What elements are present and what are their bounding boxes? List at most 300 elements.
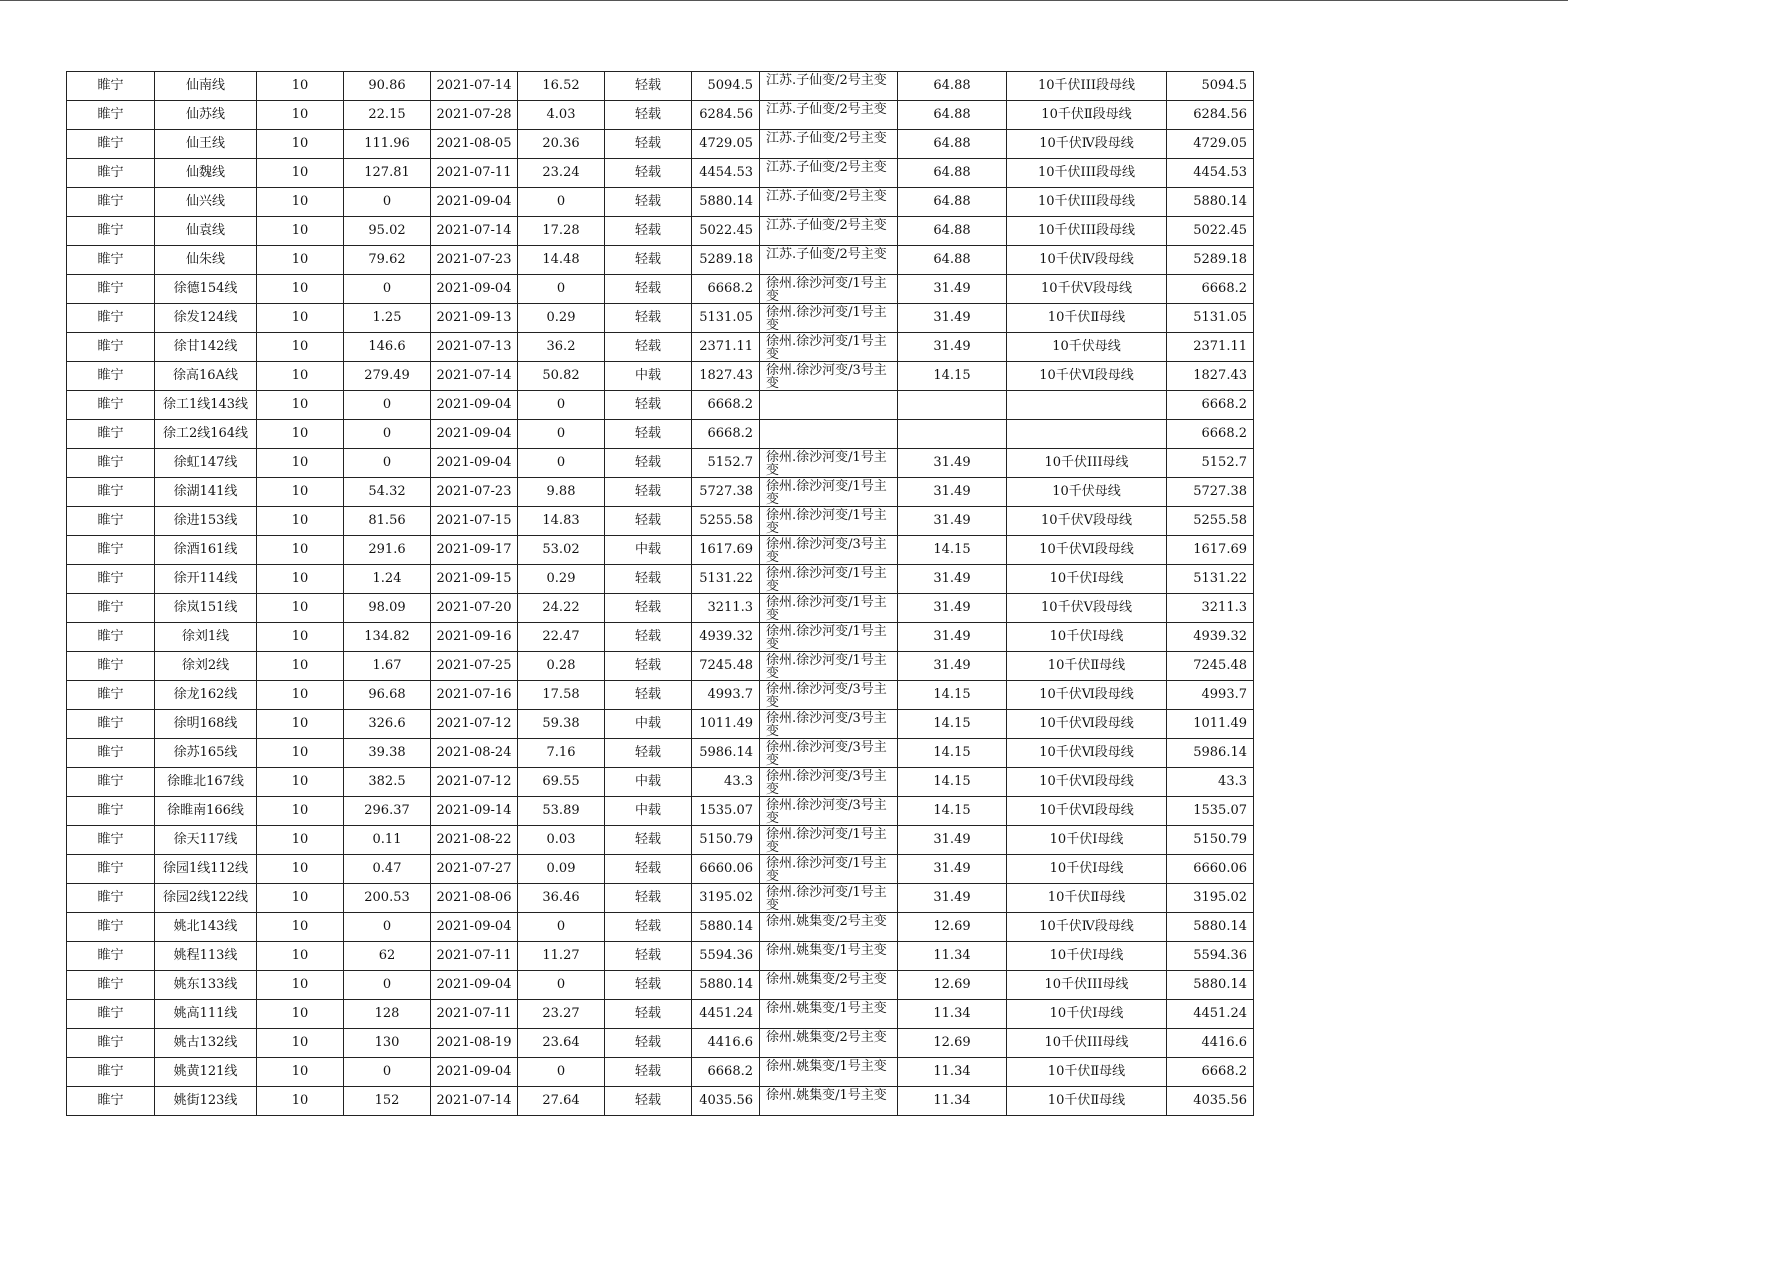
cell-transformer (760, 333, 898, 362)
cell-transformer (760, 681, 898, 710)
cell-voltage: 10 (257, 826, 344, 855)
cell-available-capacity: 3195.02 (692, 884, 760, 913)
cell-available-capacity: 5255.58 (692, 507, 760, 536)
cell-available-capacity: 1827.43 (692, 362, 760, 391)
cell-voltage: 10 (257, 594, 344, 623)
cell-transformer (760, 536, 898, 565)
transformer-text: 徐州.徐沙河变/1号主变 (766, 827, 887, 854)
cell-transformer-rate (898, 420, 1007, 449)
cell-line-name: 姚街123线 (155, 1087, 257, 1116)
cell-available-capacity: 5131.05 (692, 304, 760, 333)
cell-remaining-capacity: 5880.14 (1167, 971, 1254, 1000)
table-row (67, 478, 1254, 507)
cell-load-value: 279.49 (344, 362, 431, 391)
cell-load-value: 326.6 (344, 710, 431, 739)
cell-busbar: 10千伏Ⅱ母线 (1007, 1058, 1167, 1087)
cell-voltage: 10 (257, 652, 344, 681)
cell-load-rate: 0 (518, 188, 605, 217)
cell-line-name: 徐刘2线 (155, 652, 257, 681)
cell-load-value: 134.82 (344, 623, 431, 652)
cell-load-value: 0 (344, 913, 431, 942)
cell-load-rate: 23.27 (518, 1000, 605, 1029)
cell-date: 2021-07-14 (431, 1087, 518, 1116)
transformer-text: 徐州.徐沙河变/1号主变 (766, 305, 887, 332)
cell-busbar: 10千伏Ⅵ段母线 (1007, 739, 1167, 768)
cell-available-capacity: 4035.56 (692, 1087, 760, 1116)
cell-load-value: 95.02 (344, 217, 431, 246)
cell-line-name: 姚东133线 (155, 971, 257, 1000)
cell-date: 2021-07-20 (431, 594, 518, 623)
cell-transformer (760, 652, 898, 681)
cell-transformer (760, 594, 898, 623)
cell-transformer-rate: 31.49 (898, 478, 1007, 507)
cell-available-capacity: 5594.36 (692, 942, 760, 971)
cell-remaining-capacity: 5289.18 (1167, 246, 1254, 275)
cell-line-name: 徐睢南166线 (155, 797, 257, 826)
cell-transformer-rate: 12.69 (898, 1029, 1007, 1058)
cell-line-name: 仙苏线 (155, 101, 257, 130)
cell-line-name: 徐明168线 (155, 710, 257, 739)
cell-busbar: 10千伏Ⅰ母线 (1007, 855, 1167, 884)
cell-area: 睢宁 (67, 710, 155, 739)
cell-busbar: 10千伏Ⅵ段母线 (1007, 362, 1167, 391)
cell-load-rate: 0.03 (518, 826, 605, 855)
cell-transformer (760, 420, 898, 449)
cell-load-status: 轻载 (605, 391, 692, 420)
cell-busbar: 10千伏Ⅱ母线 (1007, 884, 1167, 913)
cell-date: 2021-07-16 (431, 681, 518, 710)
cell-area: 睢宁 (67, 681, 155, 710)
cell-date: 2021-09-17 (431, 536, 518, 565)
cell-area: 睢宁 (67, 768, 155, 797)
cell-transformer (760, 971, 898, 1000)
cell-area: 睢宁 (67, 275, 155, 304)
cell-date: 2021-07-14 (431, 217, 518, 246)
cell-voltage: 10 (257, 913, 344, 942)
cell-area: 睢宁 (67, 739, 155, 768)
cell-voltage: 10 (257, 1087, 344, 1116)
cell-area: 睢宁 (67, 1000, 155, 1029)
cell-transformer-rate: 14.15 (898, 362, 1007, 391)
cell-remaining-capacity: 4939.32 (1167, 623, 1254, 652)
cell-voltage: 10 (257, 188, 344, 217)
cell-transformer (760, 1000, 898, 1029)
cell-available-capacity: 5880.14 (692, 913, 760, 942)
cell-remaining-capacity: 5594.36 (1167, 942, 1254, 971)
cell-load-rate: 0 (518, 1058, 605, 1087)
table-row (67, 855, 1254, 884)
cell-transformer-rate: 14.15 (898, 536, 1007, 565)
transformer-text: 徐州.徐沙河变/3号主变 (766, 363, 887, 390)
table-row (67, 188, 1254, 217)
cell-load-value: 200.53 (344, 884, 431, 913)
cell-area: 睢宁 (67, 826, 155, 855)
cell-transformer (760, 507, 898, 536)
table-row (67, 420, 1254, 449)
cell-busbar (1007, 391, 1167, 420)
cell-transformer (760, 797, 898, 826)
cell-voltage: 10 (257, 420, 344, 449)
cell-remaining-capacity: 1011.49 (1167, 710, 1254, 739)
cell-load-status: 轻载 (605, 130, 692, 159)
cell-area: 睢宁 (67, 1029, 155, 1058)
cell-load-rate: 14.83 (518, 507, 605, 536)
table-row (67, 536, 1254, 565)
cell-date: 2021-09-04 (431, 913, 518, 942)
cell-busbar: 10千伏Ⅵ段母线 (1007, 768, 1167, 797)
cell-line-name: 徐工1线143线 (155, 391, 257, 420)
cell-load-status: 轻载 (605, 101, 692, 130)
cell-voltage: 10 (257, 449, 344, 478)
cell-voltage: 10 (257, 768, 344, 797)
cell-area: 睢宁 (67, 1087, 155, 1116)
cell-remaining-capacity: 3211.3 (1167, 594, 1254, 623)
cell-load-status: 轻载 (605, 913, 692, 942)
cell-load-rate: 0 (518, 391, 605, 420)
cell-load-rate: 17.28 (518, 217, 605, 246)
cell-area: 睢宁 (67, 72, 155, 101)
transformer-text: 徐州.徐沙河变/3号主变 (766, 711, 887, 738)
cell-load-rate: 23.24 (518, 159, 605, 188)
table-row (67, 768, 1254, 797)
cell-remaining-capacity: 5255.58 (1167, 507, 1254, 536)
cell-date: 2021-09-14 (431, 797, 518, 826)
table-row (67, 304, 1254, 333)
cell-transformer (760, 565, 898, 594)
transformer-text: 徐州.徐沙河变/1号主变 (766, 508, 887, 535)
cell-load-status: 轻载 (605, 449, 692, 478)
cell-transformer-rate: 14.15 (898, 739, 1007, 768)
cell-load-status: 轻载 (605, 72, 692, 101)
cell-line-name: 徐园1线112线 (155, 855, 257, 884)
cell-load-rate: 50.82 (518, 362, 605, 391)
cell-transformer (760, 1087, 898, 1116)
cell-transformer-rate: 64.88 (898, 130, 1007, 159)
cell-busbar: 10千伏Ⅱ母线 (1007, 652, 1167, 681)
transformer-text: 徐州.徐沙河变/1号主变 (766, 624, 887, 651)
cell-line-name: 徐进153线 (155, 507, 257, 536)
cell-line-name: 姚高111线 (155, 1000, 257, 1029)
cell-remaining-capacity: 6668.2 (1167, 1058, 1254, 1087)
transformer-text: 江苏.子仙变/2号主变 (766, 102, 887, 117)
table-row (67, 971, 1254, 1000)
transformer-text: 江苏.子仙变/2号主变 (766, 189, 887, 204)
cell-available-capacity: 5880.14 (692, 188, 760, 217)
cell-transformer-rate: 31.49 (898, 275, 1007, 304)
cell-transformer (760, 159, 898, 188)
cell-remaining-capacity: 6668.2 (1167, 275, 1254, 304)
cell-transformer-rate: 31.49 (898, 333, 1007, 362)
cell-transformer (760, 391, 898, 420)
cell-transformer (760, 449, 898, 478)
cell-remaining-capacity: 6668.2 (1167, 420, 1254, 449)
cell-busbar: 10千伏III母线 (1007, 449, 1167, 478)
cell-available-capacity: 5880.14 (692, 971, 760, 1000)
cell-transformer (760, 101, 898, 130)
cell-line-name: 徐甘142线 (155, 333, 257, 362)
cell-load-status: 轻载 (605, 739, 692, 768)
cell-load-status: 轻载 (605, 623, 692, 652)
cell-load-status: 轻载 (605, 217, 692, 246)
cell-load-status: 轻载 (605, 1058, 692, 1087)
transformer-text (766, 391, 897, 419)
cell-load-rate: 69.55 (518, 768, 605, 797)
cell-available-capacity: 5986.14 (692, 739, 760, 768)
cell-transformer-rate: 31.49 (898, 855, 1007, 884)
table-row (67, 1029, 1254, 1058)
cell-load-value: 0 (344, 275, 431, 304)
cell-load-rate: 0.29 (518, 304, 605, 333)
cell-transformer (760, 884, 898, 913)
cell-available-capacity: 7245.48 (692, 652, 760, 681)
cell-line-name: 徐刘1线 (155, 623, 257, 652)
transformer-text: 徐州.姚集变/2号主变 (766, 914, 887, 929)
cell-remaining-capacity: 4454.53 (1167, 159, 1254, 188)
cell-line-name: 徐龙162线 (155, 681, 257, 710)
cell-transformer-rate: 64.88 (898, 72, 1007, 101)
table-row (67, 739, 1254, 768)
cell-busbar: 10千伏Ⅵ段母线 (1007, 797, 1167, 826)
cell-area: 睢宁 (67, 884, 155, 913)
cell-date: 2021-09-04 (431, 449, 518, 478)
cell-line-name: 仙魏线 (155, 159, 257, 188)
cell-transformer-rate: 31.49 (898, 623, 1007, 652)
table-row (67, 246, 1254, 275)
cell-remaining-capacity: 5094.5 (1167, 72, 1254, 101)
cell-load-rate: 17.58 (518, 681, 605, 710)
cell-load-value: 152 (344, 1087, 431, 1116)
cell-transformer-rate: 11.34 (898, 1087, 1007, 1116)
cell-date: 2021-08-24 (431, 739, 518, 768)
cell-load-value: 0 (344, 449, 431, 478)
cell-load-status: 轻载 (605, 942, 692, 971)
cell-load-value: 0 (344, 1058, 431, 1087)
cell-available-capacity: 4416.6 (692, 1029, 760, 1058)
cell-area: 睢宁 (67, 478, 155, 507)
table-row (67, 797, 1254, 826)
cell-date: 2021-09-16 (431, 623, 518, 652)
transformer-text: 徐州.徐沙河变/1号主变 (766, 334, 887, 361)
cell-load-status: 轻载 (605, 507, 692, 536)
cell-transformer-rate: 14.15 (898, 710, 1007, 739)
table-row (67, 826, 1254, 855)
cell-area: 睢宁 (67, 565, 155, 594)
cell-transformer (760, 72, 898, 101)
cell-load-value: 79.62 (344, 246, 431, 275)
transformer-text: 徐州.姚集变/1号主变 (766, 1088, 887, 1103)
cell-transformer (760, 710, 898, 739)
cell-load-rate: 4.03 (518, 101, 605, 130)
cell-line-name: 姚古132线 (155, 1029, 257, 1058)
cell-date: 2021-07-14 (431, 362, 518, 391)
table-row (67, 159, 1254, 188)
cell-voltage: 10 (257, 565, 344, 594)
cell-available-capacity: 3211.3 (692, 594, 760, 623)
cell-load-status: 轻载 (605, 1029, 692, 1058)
cell-transformer-rate: 64.88 (898, 217, 1007, 246)
cell-load-rate: 59.38 (518, 710, 605, 739)
cell-date: 2021-07-12 (431, 710, 518, 739)
cell-load-rate: 22.47 (518, 623, 605, 652)
cell-load-status: 轻载 (605, 333, 692, 362)
cell-remaining-capacity: 4993.7 (1167, 681, 1254, 710)
cell-load-status: 中载 (605, 536, 692, 565)
cell-line-name: 徐睢北167线 (155, 768, 257, 797)
cell-voltage: 10 (257, 884, 344, 913)
cell-transformer (760, 768, 898, 797)
table-row (67, 710, 1254, 739)
cell-transformer-rate: 31.49 (898, 826, 1007, 855)
cell-remaining-capacity: 5131.22 (1167, 565, 1254, 594)
cell-load-value: 0.11 (344, 826, 431, 855)
cell-transformer (760, 1029, 898, 1058)
cell-available-capacity: 4454.53 (692, 159, 760, 188)
cell-load-value: 22.15 (344, 101, 431, 130)
cell-remaining-capacity: 1617.69 (1167, 536, 1254, 565)
cell-line-name: 仙王线 (155, 130, 257, 159)
cell-available-capacity: 1617.69 (692, 536, 760, 565)
cell-load-value: 1.67 (344, 652, 431, 681)
cell-transformer (760, 217, 898, 246)
cell-available-capacity: 5131.22 (692, 565, 760, 594)
cell-date: 2021-07-28 (431, 101, 518, 130)
cell-area: 睢宁 (67, 913, 155, 942)
table-row (67, 1000, 1254, 1029)
transformer-text: 江苏.子仙变/2号主变 (766, 131, 887, 146)
table-row (67, 130, 1254, 159)
table-row (67, 507, 1254, 536)
cell-transformer (760, 623, 898, 652)
transformer-text: 徐州.姚集变/1号主变 (766, 1059, 887, 1074)
cell-line-name: 仙兴线 (155, 188, 257, 217)
table-row (67, 942, 1254, 971)
cell-transformer (760, 275, 898, 304)
cell-busbar: 10千伏Ⅴ段母线 (1007, 275, 1167, 304)
cell-date: 2021-07-23 (431, 246, 518, 275)
page-top-rule (0, 0, 1568, 1)
cell-busbar: 10千伏Ⅰ母线 (1007, 565, 1167, 594)
cell-load-rate: 53.89 (518, 797, 605, 826)
cell-line-name: 徐酒161线 (155, 536, 257, 565)
cell-load-status: 中载 (605, 768, 692, 797)
cell-date: 2021-07-11 (431, 159, 518, 188)
cell-load-value: 296.37 (344, 797, 431, 826)
cell-busbar: 10千伏Ⅴ段母线 (1007, 594, 1167, 623)
cell-load-status: 中载 (605, 797, 692, 826)
table-row (67, 623, 1254, 652)
table-row (67, 362, 1254, 391)
cell-transformer-rate: 64.88 (898, 188, 1007, 217)
cell-line-name: 徐工2线164线 (155, 420, 257, 449)
cell-available-capacity: 4729.05 (692, 130, 760, 159)
cell-date: 2021-07-23 (431, 478, 518, 507)
cell-line-name: 徐园2线122线 (155, 884, 257, 913)
table-row (67, 884, 1254, 913)
cell-line-name: 徐高16A线 (155, 362, 257, 391)
cell-available-capacity: 5094.5 (692, 72, 760, 101)
cell-transformer-rate: 31.49 (898, 884, 1007, 913)
cell-line-name: 徐苏165线 (155, 739, 257, 768)
cell-voltage: 10 (257, 478, 344, 507)
cell-load-value: 128 (344, 1000, 431, 1029)
cell-load-status: 轻载 (605, 855, 692, 884)
cell-voltage: 10 (257, 362, 344, 391)
table-row (67, 913, 1254, 942)
cell-transformer-rate: 11.34 (898, 1000, 1007, 1029)
cell-voltage: 10 (257, 710, 344, 739)
cell-date: 2021-09-04 (431, 391, 518, 420)
cell-available-capacity: 6660.06 (692, 855, 760, 884)
cell-area: 睢宁 (67, 1058, 155, 1087)
cell-area: 睢宁 (67, 333, 155, 362)
cell-transformer (760, 188, 898, 217)
cell-load-rate: 14.48 (518, 246, 605, 275)
cell-available-capacity: 5152.7 (692, 449, 760, 478)
cell-available-capacity: 43.3 (692, 768, 760, 797)
cell-date: 2021-08-19 (431, 1029, 518, 1058)
transformer-text: 徐州.姚集变/2号主变 (766, 972, 887, 987)
cell-load-value: 0 (344, 420, 431, 449)
cell-remaining-capacity: 5131.05 (1167, 304, 1254, 333)
cell-available-capacity: 6668.2 (692, 420, 760, 449)
cell-load-value: 382.5 (344, 768, 431, 797)
table-row (67, 565, 1254, 594)
transformer-text: 徐州.徐沙河变/3号主变 (766, 682, 887, 709)
cell-busbar: 10千伏Ⅵ段母线 (1007, 681, 1167, 710)
cell-area: 睢宁 (67, 942, 155, 971)
table-row (67, 652, 1254, 681)
cell-remaining-capacity: 4416.6 (1167, 1029, 1254, 1058)
transformer-text (766, 420, 897, 448)
cell-available-capacity: 4451.24 (692, 1000, 760, 1029)
cell-remaining-capacity: 5022.45 (1167, 217, 1254, 246)
cell-remaining-capacity: 5880.14 (1167, 913, 1254, 942)
cell-line-name: 徐开114线 (155, 565, 257, 594)
cell-voltage: 10 (257, 1029, 344, 1058)
transformer-text: 徐州.徐沙河变/1号主变 (766, 653, 887, 680)
cell-available-capacity: 4993.7 (692, 681, 760, 710)
cell-voltage: 10 (257, 333, 344, 362)
cell-area: 睢宁 (67, 217, 155, 246)
transformer-text: 徐州.徐沙河变/1号主变 (766, 276, 887, 303)
cell-load-rate: 0 (518, 971, 605, 1000)
cell-busbar: 10千伏Ⅰ母线 (1007, 1000, 1167, 1029)
cell-load-status: 轻载 (605, 1000, 692, 1029)
cell-available-capacity: 6668.2 (692, 1058, 760, 1087)
cell-load-value: 90.86 (344, 72, 431, 101)
cell-voltage: 10 (257, 1058, 344, 1087)
cell-load-status: 轻载 (605, 826, 692, 855)
cell-load-rate: 16.52 (518, 72, 605, 101)
cell-transformer-rate: 31.49 (898, 304, 1007, 333)
cell-transformer-rate: 31.49 (898, 449, 1007, 478)
cell-busbar: 10千伏III段母线 (1007, 217, 1167, 246)
feeder-load-table (66, 71, 1254, 1116)
cell-remaining-capacity: 5150.79 (1167, 826, 1254, 855)
cell-transformer (760, 362, 898, 391)
cell-date: 2021-07-14 (431, 72, 518, 101)
cell-voltage: 10 (257, 507, 344, 536)
cell-area: 睢宁 (67, 362, 155, 391)
cell-transformer-rate: 11.34 (898, 942, 1007, 971)
cell-date: 2021-07-12 (431, 768, 518, 797)
cell-transformer-rate: 31.49 (898, 565, 1007, 594)
cell-transformer (760, 826, 898, 855)
cell-area: 睢宁 (67, 188, 155, 217)
cell-load-rate: 0.09 (518, 855, 605, 884)
cell-area: 睢宁 (67, 797, 155, 826)
cell-load-value: 62 (344, 942, 431, 971)
